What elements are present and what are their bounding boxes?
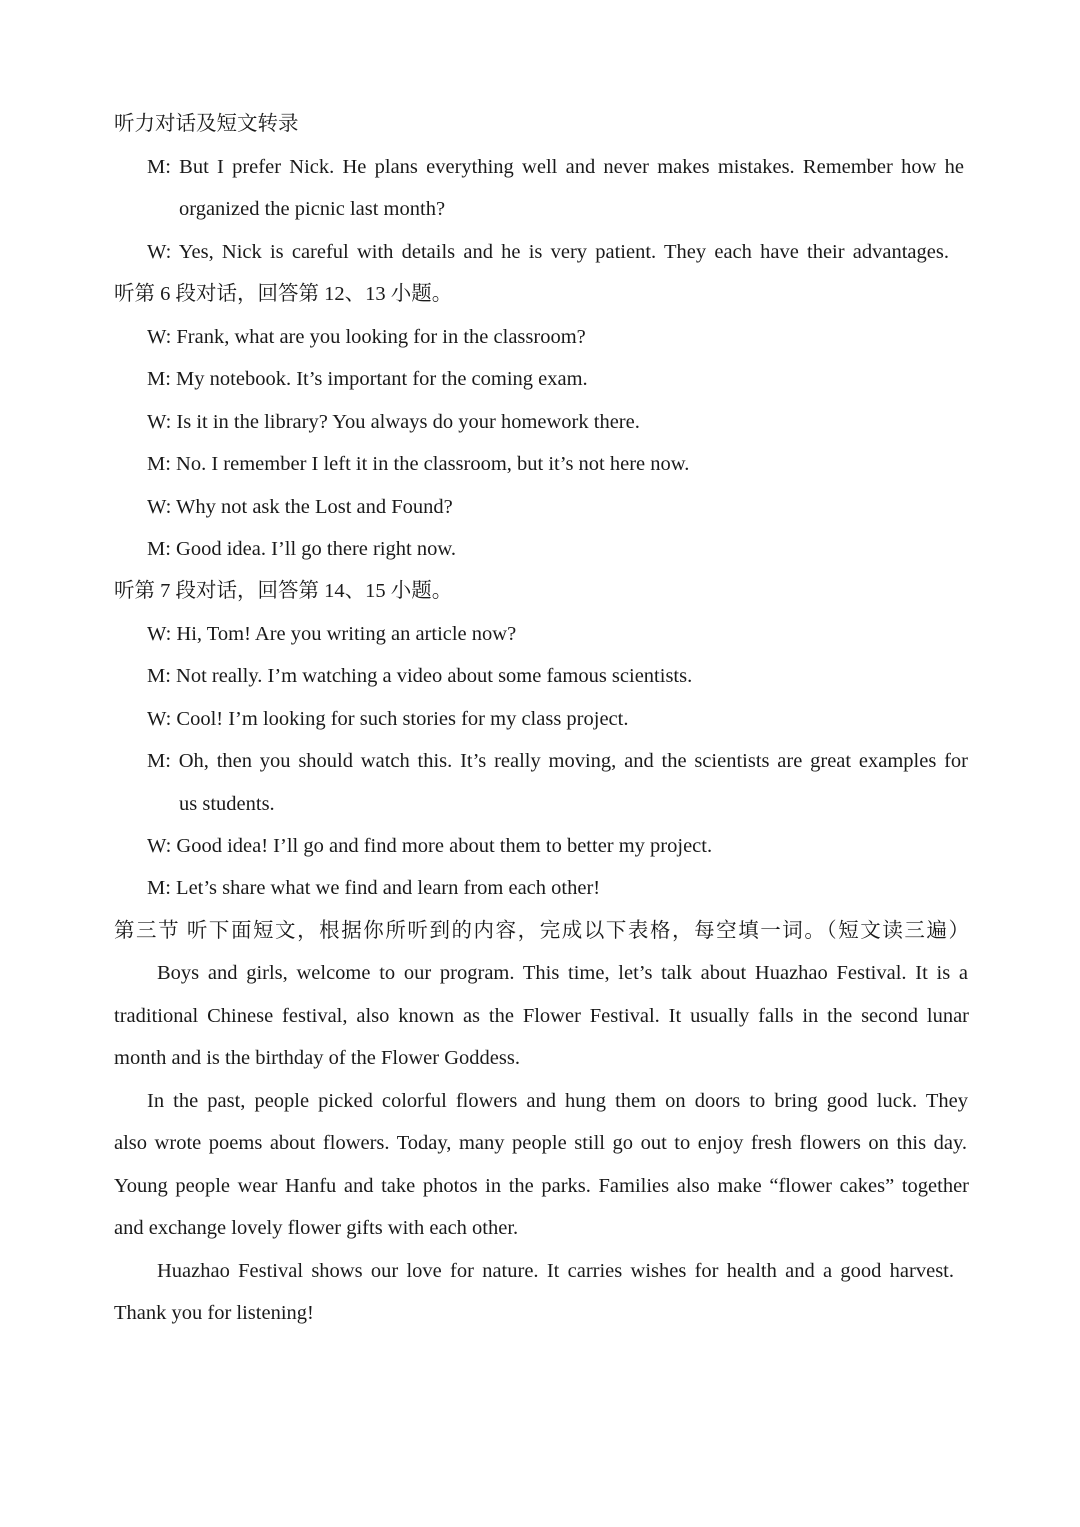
passage-line: Young people wear Hanfu and take photos in the parks. Families also make “flower cakes” together bbox=[114, 1175, 969, 1197]
dialogue-line: W: Hi, Tom! Are you writing an article now? bbox=[147, 623, 517, 645]
passage-line: month and is the birthday of the Flower Goddess. bbox=[114, 1047, 520, 1069]
passage-line: Boys and girls, welcome to our program. This time, let’s talk about Huazhao Festival. It is a bbox=[157, 962, 968, 984]
dialogue-line: W: Good idea! I’ll go and find more about them to better my project. bbox=[147, 835, 713, 857]
passage-line: In the past, people picked colorful flowers and hung them on doors to bring good luck. They bbox=[147, 1090, 968, 1112]
dialogue-line: W: Cool! I’m looking for such stories for my class project. bbox=[147, 708, 629, 730]
passage-line: Thank you for listening! bbox=[114, 1302, 314, 1324]
page-title: 听力对话及短文转录 bbox=[114, 113, 299, 135]
dialogue-7-heading: 听第 7 段对话，回答第 14、15 小题。 bbox=[114, 580, 453, 602]
dialogue-line: M: Not really. I’m watching a video about some famous scientists. bbox=[147, 665, 693, 687]
dialogue-line: W: Is it in the library? You always do your homework there. bbox=[147, 411, 640, 433]
dialogue-line: M: No. I remember I left it in the classroom, but it’s not here now. bbox=[147, 453, 690, 475]
dialogue-line: W: Yes, Nick is careful with details and he is very patient. They each have their advantages. bbox=[147, 241, 949, 263]
dialogue-line: M: But I prefer Nick. He plans everything well and never makes mistakes. Remember how he bbox=[147, 156, 964, 178]
passage-line: also wrote poems about flowers. Today, many people still go out to enjoy fresh flowers on this day. bbox=[114, 1132, 967, 1154]
dialogue-line: M: Good idea. I’ll go there right now. bbox=[147, 538, 456, 560]
dialogue-line: M: My notebook. It’s important for the coming exam. bbox=[147, 368, 588, 390]
dialogue-line: W: Why not ask the Lost and Found? bbox=[147, 496, 453, 518]
dialogue-6-heading: 听第 6 段对话，回答第 12、13 小题。 bbox=[114, 283, 453, 305]
dialogue-line: M: Oh, then you should watch this. It’s really moving, and the scientists are great examples for bbox=[147, 750, 968, 772]
dialogue-line: us students. bbox=[179, 793, 275, 815]
dialogue-line: W: Frank, what are you looking for in the classroom? bbox=[147, 326, 586, 348]
dialogue-line: M: Let’s share what we find and learn from each other! bbox=[147, 877, 601, 899]
passage-line: and exchange lovely flower gifts with each other. bbox=[114, 1217, 519, 1239]
passage-line: Huazhao Festival shows our love for nature. It carries wishes for health and a good harvest. bbox=[157, 1260, 954, 1282]
dialogue-line: organized the picnic last month? bbox=[179, 198, 446, 220]
passage-line: traditional Chinese festival, also known as the Flower Festival. It usually falls in the second lunar bbox=[114, 1005, 969, 1027]
section-3-heading: 第三节 听下面短文，根据你所听到的内容，完成以下表格，每空填一词。（短文读三遍） bbox=[114, 920, 969, 942]
